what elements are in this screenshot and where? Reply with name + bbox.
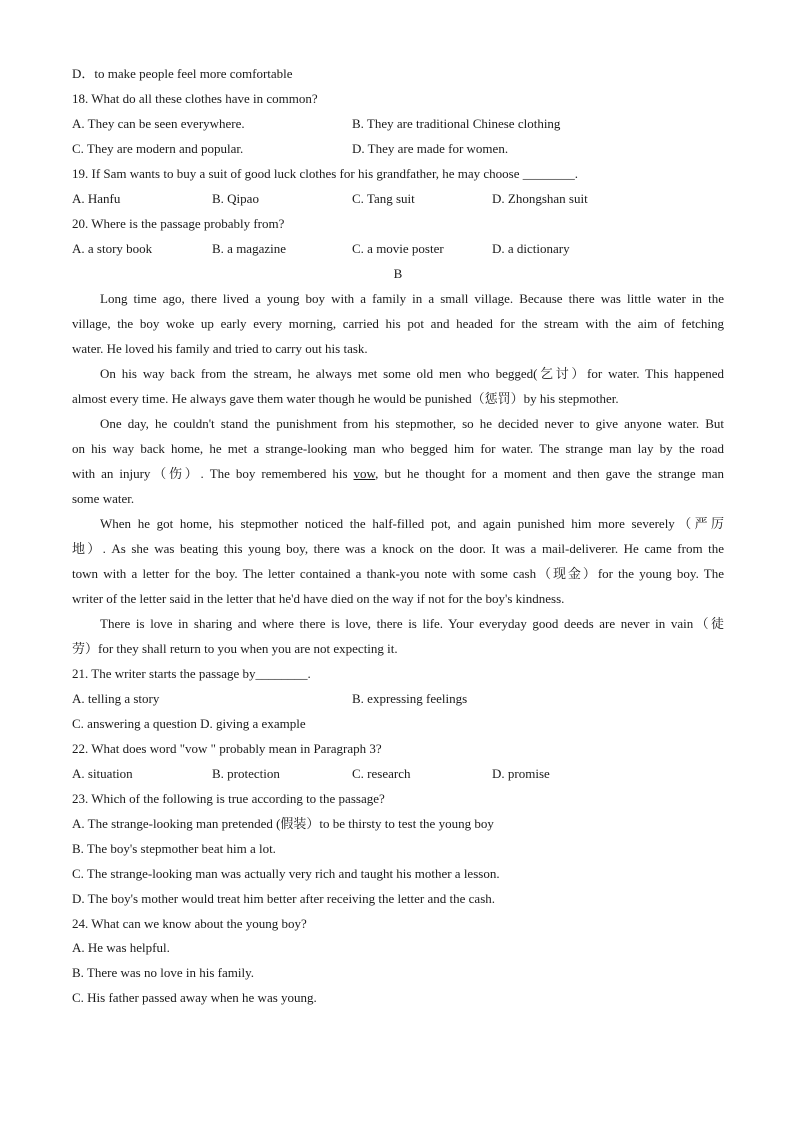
q19-stem: 19. If Sam wants to buy a suit of good luck clothes for his grandfather, he may choose ________. <box>72 166 579 181</box>
passage-p3-line-4: some water. <box>72 491 135 506</box>
q18-option-c: C. They are modern and popular. <box>72 141 244 156</box>
q22-option-a: A. situation <box>72 766 133 781</box>
passage-p3-line-3-end: , but he thought for a moment and then gave the strange man <box>375 466 724 481</box>
q18-option-d: D. They are made for women. <box>352 141 509 156</box>
passage-p4-line-2: 地）. As she was beating this young boy, there was a knock on the door. It was a mail-deliverer. He came from the <box>72 541 724 556</box>
q23-option-c: C. The strange-looking man was actually very rich and taught his mother a lesson. <box>72 866 500 881</box>
q22-option-c: C. research <box>352 766 411 781</box>
q18-option-b: B. They are traditional Chinese clothing <box>352 116 561 131</box>
passage-p2-line-1: On his way back from the stream, he always met some old men who begged(乞讨）for water. This happened <box>100 366 724 381</box>
passage-p1-line-1: Long time ago, there lived a young boy with a family in a small village. Because there was little water in the <box>100 291 724 306</box>
q21-options-row-1 <box>72 686 724 711</box>
q19-option-a: A. Hanfu <box>72 191 121 206</box>
q24-option-a: A. He was helpful. <box>72 940 170 955</box>
q23-option-d: D. The boy's mother would treat him better after receiving the letter and the cash. <box>72 891 496 906</box>
vow-underlined-word: vow <box>353 466 376 481</box>
q18-options-row-2 <box>72 136 724 161</box>
q20-stem: 20. Where is the passage probably from? <box>72 216 285 231</box>
q20-option-a: A. a story book <box>72 241 153 256</box>
q20-option-d: D. a dictionary <box>492 241 570 256</box>
passage-p4-line-1: When he got home, his stepmother noticed the half-filled pot, and again punished him more severely（严厉 <box>100 516 724 531</box>
q20-options <box>72 236 724 261</box>
q18-stem: 18. What do all these clothes have in common? <box>72 91 318 106</box>
passage-p1-line-2: village, the boy woke up early every morning, carried his pot and headed for the stream with the aim of fetching <box>72 316 724 331</box>
passage-p4-line-3: town with a letter for the boy. The letter contained a thank-you note with some cash（现金）for the young boy. The <box>72 566 724 581</box>
q22-option-b: B. protection <box>212 766 280 781</box>
q24-option-b: B. There was no love in his family. <box>72 965 254 980</box>
passage-p3-line-2: on his way back home, he met a strange-looking man who begged him for water. The strange man lay by the road <box>72 441 724 456</box>
q19-option-d: D. Zhongshan suit <box>492 191 588 206</box>
q22-stem: 22. What does word "vow " probably mean in Paragraph 3? <box>72 741 382 756</box>
q23-stem: 23. Which of the following is true according to the passage? <box>72 791 385 806</box>
q18-options-row-1 <box>72 111 724 136</box>
q20-option-c: C. a movie poster <box>352 241 444 256</box>
passage-p3-line-3-start: with an injury（伤）. The boy remembered his <box>72 466 354 481</box>
q19-option-c: C. Tang suit <box>352 191 415 206</box>
q23-option-a: A. The strange-looking man pretended (假装）to be thirsty to test the young boy <box>72 816 494 831</box>
passage-p3-line-1: One day, he couldn't stand the punishment from his stepmother, so he decided never to give anyone water. But <box>100 416 724 431</box>
q24-stem: 24. What can we know about the young boy? <box>72 916 307 931</box>
q21-options-row-2: C. answering a question D. giving a example <box>72 716 306 731</box>
q19-options <box>72 186 724 211</box>
q21-stem: 21. The writer starts the passage by________. <box>72 666 311 681</box>
q20-option-b: B. a magazine <box>212 241 286 256</box>
q23-option-b: B. The boy's stepmother beat him a lot. <box>72 841 276 856</box>
q22-option-d: D. promise <box>492 766 550 781</box>
passage-p5-line-1: There is love in sharing and where there is love, there is life. Your everyday good deeds are never in vain（徒 <box>100 616 724 631</box>
q24-option-c: C. His father passed away when he was young. <box>72 990 317 1005</box>
q17-option-d: D．to make people feel more comfortable <box>72 66 293 81</box>
q22-options <box>72 761 724 786</box>
passage-p3-line-3 <box>72 461 724 486</box>
q21-option-a: A. telling a story <box>72 691 160 706</box>
passage-p1-line-3: water. He loved his family and tried to carry out his task. <box>72 341 368 356</box>
q19-option-b: B. Qipao <box>212 191 259 206</box>
section-label: B <box>393 266 403 281</box>
q21-option-b: B. expressing feelings <box>352 691 468 706</box>
passage-p2-line-2: almost every time. He always gave them water though he would be punished（惩罚）by his stepmother. <box>72 391 619 406</box>
passage-p5-line-2: 劳）for they shall return to you when you are not expecting it. <box>72 641 398 656</box>
q18-option-a: A. They can be seen everywhere. <box>72 116 245 131</box>
passage-p4-line-4: writer of the letter said in the letter that he'd have died on the way if not for the boy's kindness. <box>72 591 565 606</box>
